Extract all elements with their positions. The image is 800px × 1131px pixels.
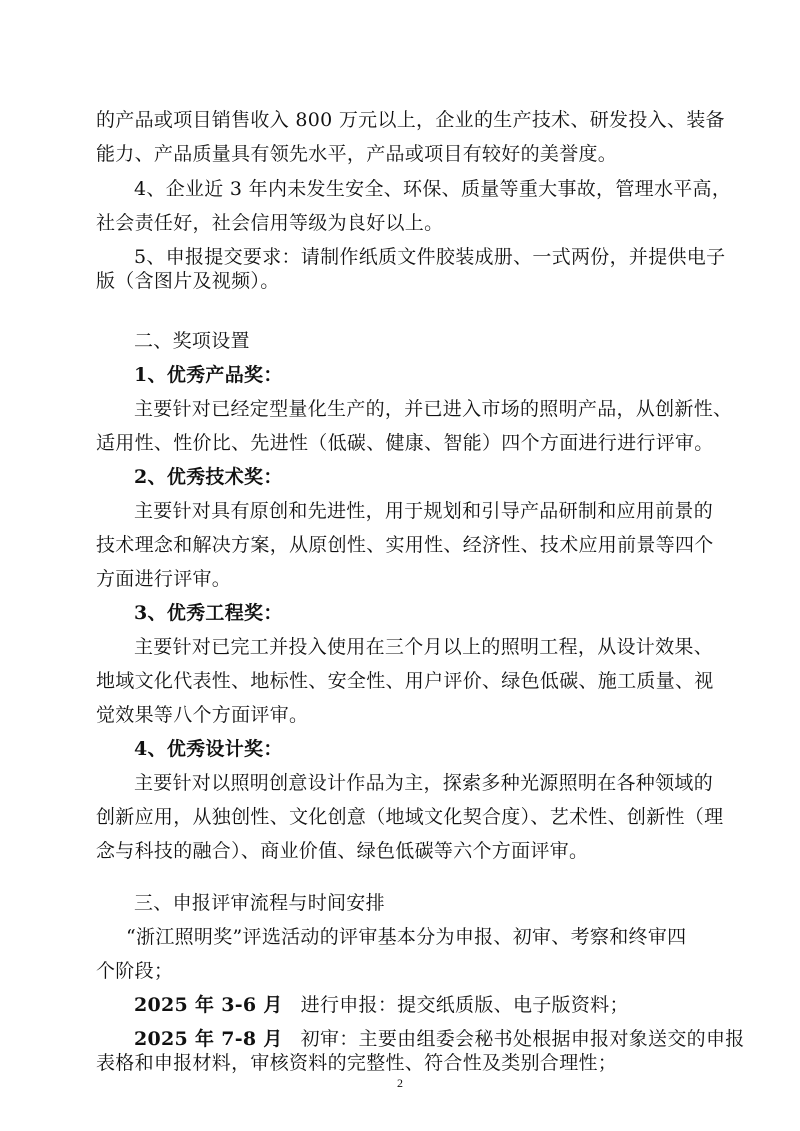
text-line: 技术理念和解决方案，从原创性、实用性、经济性、技术应用前景等四个	[96, 534, 714, 556]
text-line: 念与科技的融合）、商业价值、绿色低碳等六个方面评审。	[96, 840, 589, 862]
text-line: “浙江照明奖”评选活动的评审基本分为申报、初审、考察和终审四	[126, 926, 687, 948]
text-line: 表格和申报材料，审核资料的完整性、符合性及类别合理性；	[96, 1052, 618, 1074]
text-line: 觉效果等八个方面评审。	[96, 704, 309, 726]
award-title: 2、优秀技术奖：	[134, 466, 283, 488]
text-line: 方面进行评审。	[96, 568, 232, 590]
text-line: 的产品或项目销售收入 800 万元以上，企业的生产技术、研发投入、装备	[96, 109, 725, 131]
award-title: 4、优秀设计奖：	[134, 738, 283, 760]
schedule-text: 进行申报：提交纸质版、电子版资料；	[300, 994, 629, 1016]
schedule-line	[134, 988, 746, 1022]
text-line: 主要针对以照明创意设计作品为主，探索多种光源照明在各种领域的	[134, 772, 714, 794]
text-line: 主要针对已完工并投入使用在三个月以上的照明工程，从设计效果、	[134, 636, 714, 658]
text-line: 版（含图片及视频）。	[96, 270, 280, 292]
text-line: 社会责任好，社会信用等级为良好以上。	[96, 212, 444, 234]
text-line: 适用性、性价比、先进性（低碳、健康、智能）四个方面进行进行评审。	[96, 432, 714, 454]
schedule-date: 2025 年 3-6 月	[134, 994, 283, 1016]
page-number: 2	[397, 1076, 403, 1090]
schedule-text: 初审：主要由组委会秘书处根据申报对象送交的申报	[300, 1028, 745, 1050]
text-line: 创新应用，从独创性、文化创意（地域文化契合度）、艺术性、创新性（理	[96, 806, 724, 828]
text-line: 4、企业近 3 年内未发生安全、环保、质量等重大事故，管理水平高，	[134, 178, 732, 200]
text-line: 个阶段；	[96, 960, 174, 982]
award-title: 3、优秀工程奖：	[134, 602, 283, 624]
section-heading: 三、申报评审流程与时间安排	[134, 892, 385, 914]
text-line: 主要针对具有原创和先进性，用于规划和引导产品研制和应用前景的	[134, 500, 714, 522]
section-heading: 二、奖项设置	[134, 330, 250, 352]
text-line: 能力、产品质量具有领先水平，产品或项目有较好的美誉度。	[96, 143, 618, 165]
schedule-date: 2025 年 7-8 月	[134, 1028, 283, 1050]
text-line: 主要针对已经定型量化生产的，并已进入市场的照明产品，从创新性、	[134, 398, 733, 420]
text-line: 地域文化代表性、地标性、安全性、用户评价、绿色低碳、施工质量、视	[96, 670, 714, 692]
award-title: 1、优秀产品奖：	[134, 364, 283, 386]
text-line: 5、申报提交要求：请制作纸质文件胶装成册、一式两份，并提供电子	[134, 246, 726, 268]
